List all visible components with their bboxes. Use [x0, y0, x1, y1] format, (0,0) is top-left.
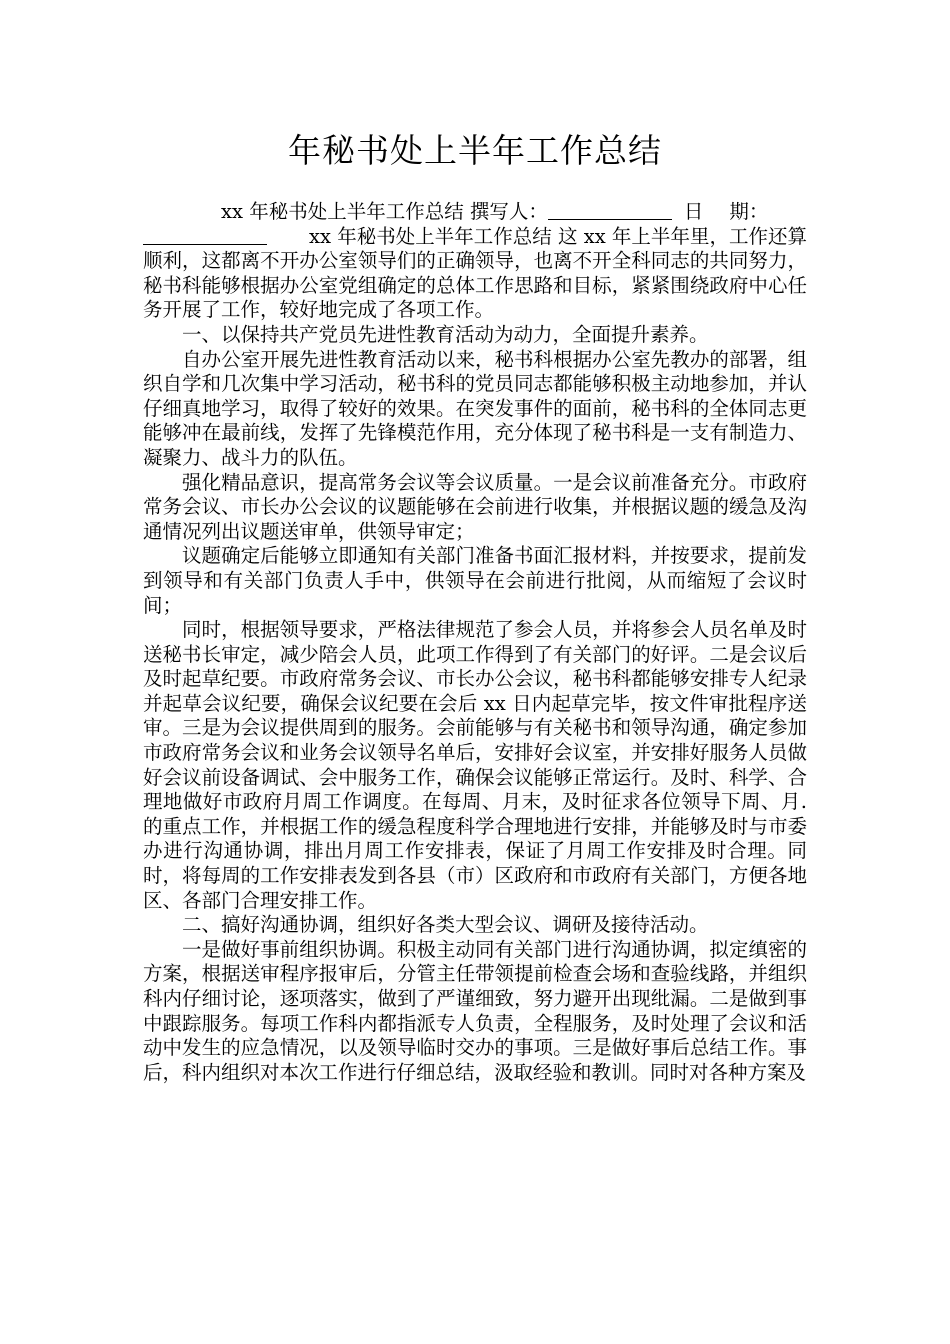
meta-line — [143, 200, 807, 225]
paragraph: 自办公室开展先进性教育活动以来，秘书科根据办公室先教办的部署，组织自学和几次集中学习活动，秘书科的党员同志都能够积极主动地参加，并认仔细真地学习，取得了较好的效果。在突发事件的面前，秘书科的全体同志更能够冲在最前线，发挥了先锋模范作用，充分体现了秘书科是一支有制造力、凝聚力、战斗力的队伍。 — [143, 347, 807, 469]
paragraph: 一是做好事前组织协调。积极主动同有关部门进行沟通协调，拟定缜密的方案，根据送审程序报审后，分管主任带领提前检查会场和查验线路，并组织科内仔细讨论，逐项落实，做到了严谨细致，努力避开出现纰漏。二是做到事中跟踪服务。每项工作科内都指派专人负责，全程服务，及时处理了会议和活动中发生的应急情况，以及领导临时交办的事项。三是做好事后总结工作。事后，科内组织对本次工作进行仔细总结，汲取经验和教训。同时对各种方案及 — [143, 937, 807, 1084]
meta-lead: xx 年秘书处上半年工作总结 撰写人： — [221, 200, 548, 223]
date-label-2: 期： — [729, 200, 769, 223]
document-body — [143, 200, 807, 1085]
section-heading-2: 二、搞好沟通协调，组织好各类大型会议、调研及接待活动。 — [182, 913, 709, 937]
date-blank — [143, 226, 267, 245]
intro-text: xx 年秘书处上半年工作总结 这 xx 年上半年里，工作还算顺利，这都离不开办公室领导们的正确领导，也离不开全科同志的共同努力，秘书科能够根据办公室党组确定的总体工作思路和目标，紧紧围绕政府中心任务开展了工作，较好地完成了各项工作。 — [143, 224, 807, 322]
author-blank — [548, 201, 672, 220]
document-title: 年秘书处上半年工作总结 — [288, 131, 662, 170]
paragraph: 同时，根据领导要求，严格法律规范了参会人员，并将参会人员名单及时送秘书长审定，减少陪会人员，此项工作得到了有关部门的好评。二是会议后及时起草纪要。市政府常务会议、市长办公会议，秘书科都能够安排专人纪录并起草会议纪要，确保会议纪要在会后 xx 日内起草完毕，按文件审批程序送审。三是为会议提供周到的服务。会前能够与有关秘书和领导沟通，确定参加市政府常务会议和业务会议领导名单后，安排好会议室，并安排好服务人员做好会议前设备调试、会中服务工作，确保会议能够正常运行。及时、科学、合理地做好市政府月周工作调度。在每周、月末，及时征求各位领导下周、月. 的重点工作，并根据工作的缓急程度科学合理地进行安排，并能够及时与市委办进行沟通协调，排出月周工作安排表，保证了月周工作安排及时合理。同时，将每周的工作安排表发到各县（市）区政府和市政府有关部门，方便各地区、各部门合理安排工作。 — [143, 618, 807, 912]
paragraph: 强化精品意识，提高常务会议等会议质量。一是会议前准备充分。市政府常务会议、市长办公会议的议题能够在会前进行收集，并根据议题的缓急及沟通情况列出议题送审单，供领导审定； — [143, 470, 807, 543]
section-heading-1: 一、以保持共产党员先进性教育活动为动力，全面提升素养。 — [182, 322, 709, 346]
intro-block — [143, 225, 807, 323]
paragraph: 议题确定后能够立即通知有关部门准备书面汇报材料，并按要求，提前发到领导和有关部门负责人手中，供领导在会前进行批阅，从而缩短了会议时间； — [143, 544, 807, 617]
date-label-1: 日 — [683, 200, 704, 223]
